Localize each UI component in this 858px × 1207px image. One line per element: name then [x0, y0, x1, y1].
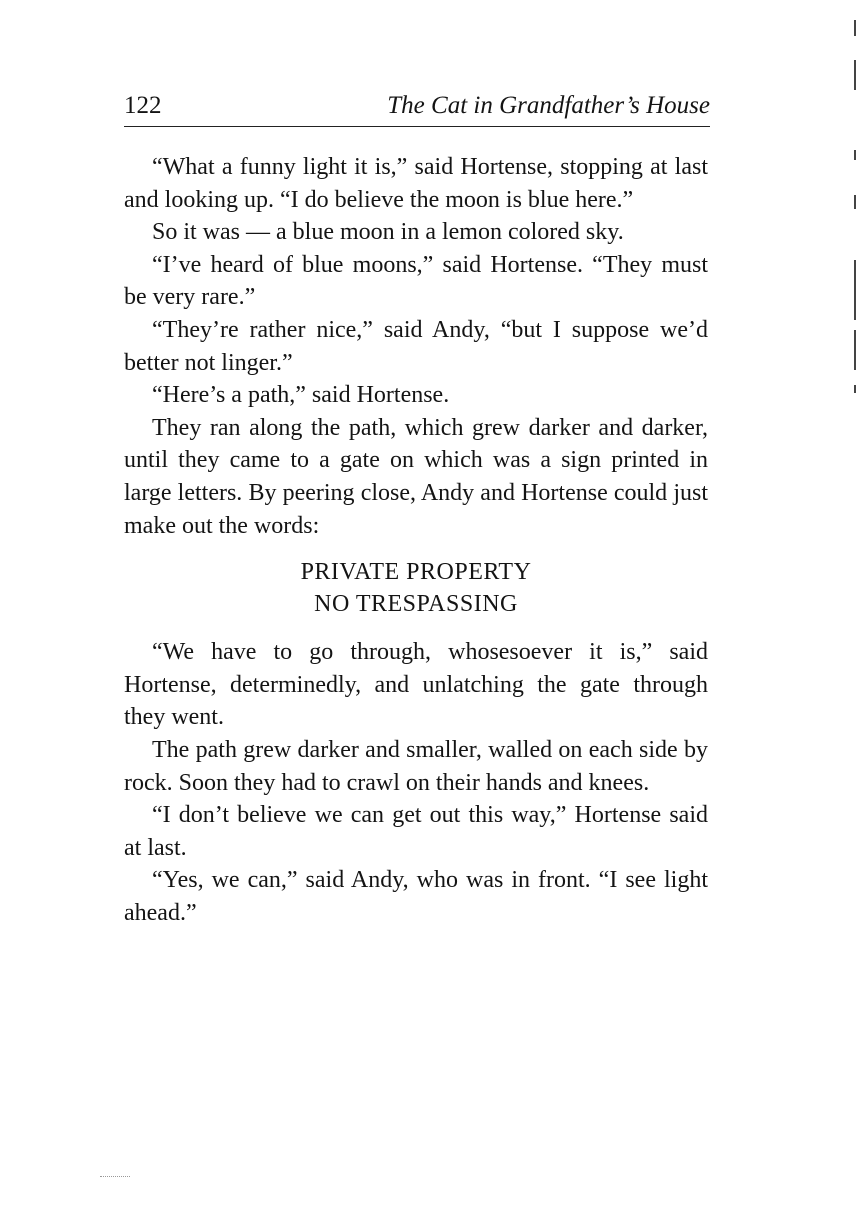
page-number: 122: [124, 92, 162, 119]
page-header: [124, 86, 710, 127]
sign-line-2: NO TRESPASSING: [314, 591, 518, 618]
paragraph: “What a funny light it is,” said Hortense, stopping at last and looking up. “I do believe the moon is blue here.”: [124, 154, 708, 213]
paragraph: So it was — a blue moon in a lemon colored sky.: [152, 219, 624, 246]
scan-smudge: [100, 1176, 130, 1178]
paragraph: “I’ve heard of blue moons,” said Hortense. “They must be very rare.”: [124, 251, 708, 311]
paragraph: “Here’s a path,” said Hortense.: [152, 382, 450, 409]
paragraph: “Yes, we can,” said Andy, who was in front. “I see light ahead.”: [124, 867, 708, 926]
paragraph: “I don’t believe we can get out this way,” Hortense said at last.: [124, 802, 708, 861]
scan-edge-marks: [852, 0, 858, 420]
paragraph: “We have to go through, whosesoever it is,” said Hortense, determinedly, and unlatching the gate through they went.: [124, 639, 708, 731]
sign-text: [124, 556, 708, 620]
sign-line-1: PRIVATE PROPERTY: [300, 559, 532, 586]
body-text: [124, 151, 708, 929]
paragraph: The path grew darker and smaller, walled on each side by rock. Soon they had to crawl on their hands and knees.: [124, 736, 708, 796]
paragraph: They ran along the path, which grew darker and darker, until they came to a gate on which was a sign printed in large letters. By peering close, Andy and Hortense could just make out the words:: [124, 414, 708, 539]
running-title: The Cat in Grandfather’s House: [387, 92, 710, 119]
paragraph: “They’re rather nice,” said Andy, “but I suppose we’d better not linger.”: [124, 316, 708, 376]
